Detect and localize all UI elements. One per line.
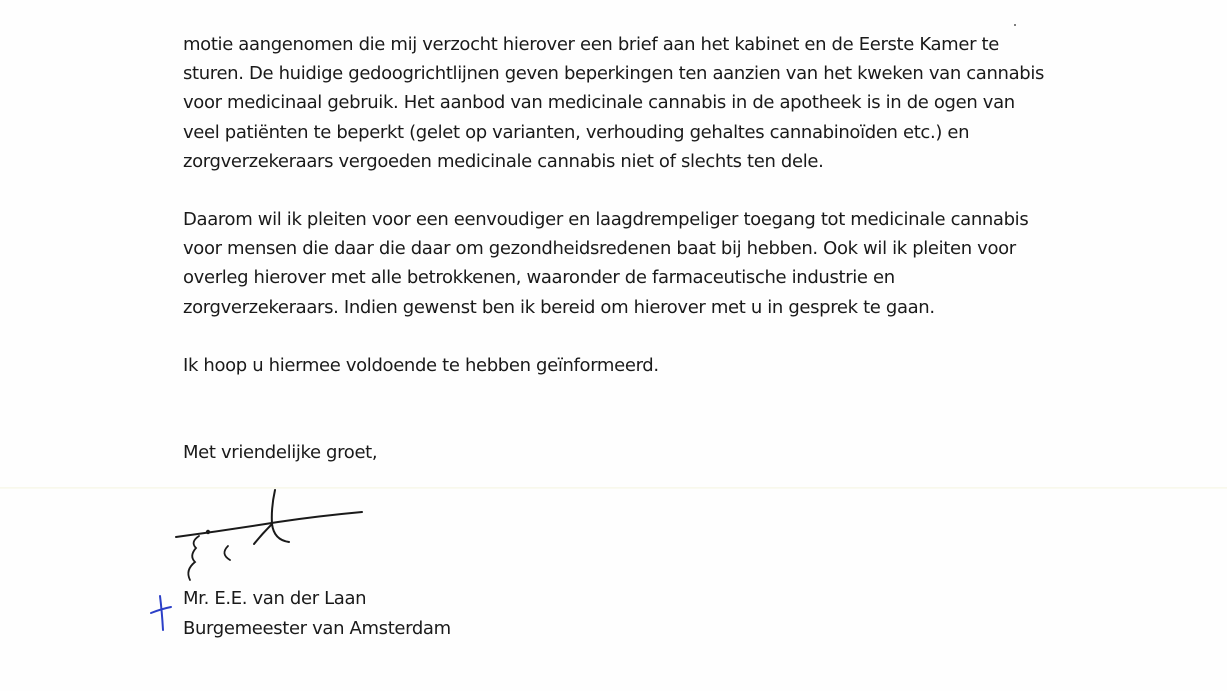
signatory-name: Mr. E.E. van der Laan [183, 588, 367, 609]
text-line: zorgverzekeraars. Indien gewenst ben ik bereid om hierover met u in gesprek te gaan. [183, 296, 935, 318]
text-line: voor mensen die daar die daar om gezondheidsredenen baat bij hebben. Ook wil ik pleiten voor [183, 238, 1016, 260]
paragraph-spacer [183, 380, 1193, 438]
letter-body [183, 30, 1193, 467]
paragraph-cannabis-policy [183, 30, 1193, 176]
scan-speck [1014, 24, 1016, 26]
text-line: motie aangenomen die mij verzocht hierover een brief aan het kabinet en de Eerste Kamer te [183, 34, 999, 55]
blue-initial-mark [148, 594, 174, 632]
text-line: overleg hierover met alle betrokkenen, waaronder de farmaceutische industrie en [183, 267, 895, 289]
paragraph-spacer [183, 176, 1193, 205]
paragraph-plea [183, 205, 1193, 322]
paragraph-informed [183, 351, 1193, 380]
text-line: voor medicinaal gebruik. Het aanbod van medicinale cannabis in de apotheek is in de ogen van [183, 92, 1015, 114]
text-line: zorgverzekeraars vergoeden medicinale cannabis niet of slechts ten dele. [183, 150, 824, 172]
text-line: Daarom wil ik pleiten voor een eenvoudiger en laagdrempeliger toegang tot medicinale cannabis [183, 209, 1029, 231]
signatory-block [183, 584, 451, 643]
signatory-title: Burgemeester van Amsterdam [183, 617, 451, 639]
text-line: Ik hoop u hiermee voldoende te hebben geïnformeerd. [183, 354, 659, 376]
text-line: sturen. De huidige gedoogrichtlijnen geven beperkingen ten aanzien van het kweken van cannabis [183, 63, 1045, 85]
text-line: veel patiënten te beperkt (gelet op varianten, verhouding gehaltes cannabinoïden etc.) en [183, 121, 970, 143]
handwritten-signature [168, 484, 378, 594]
paragraph-spacer [183, 322, 1193, 351]
closing-salutation: Met vriendelijke groet, [183, 442, 378, 464]
